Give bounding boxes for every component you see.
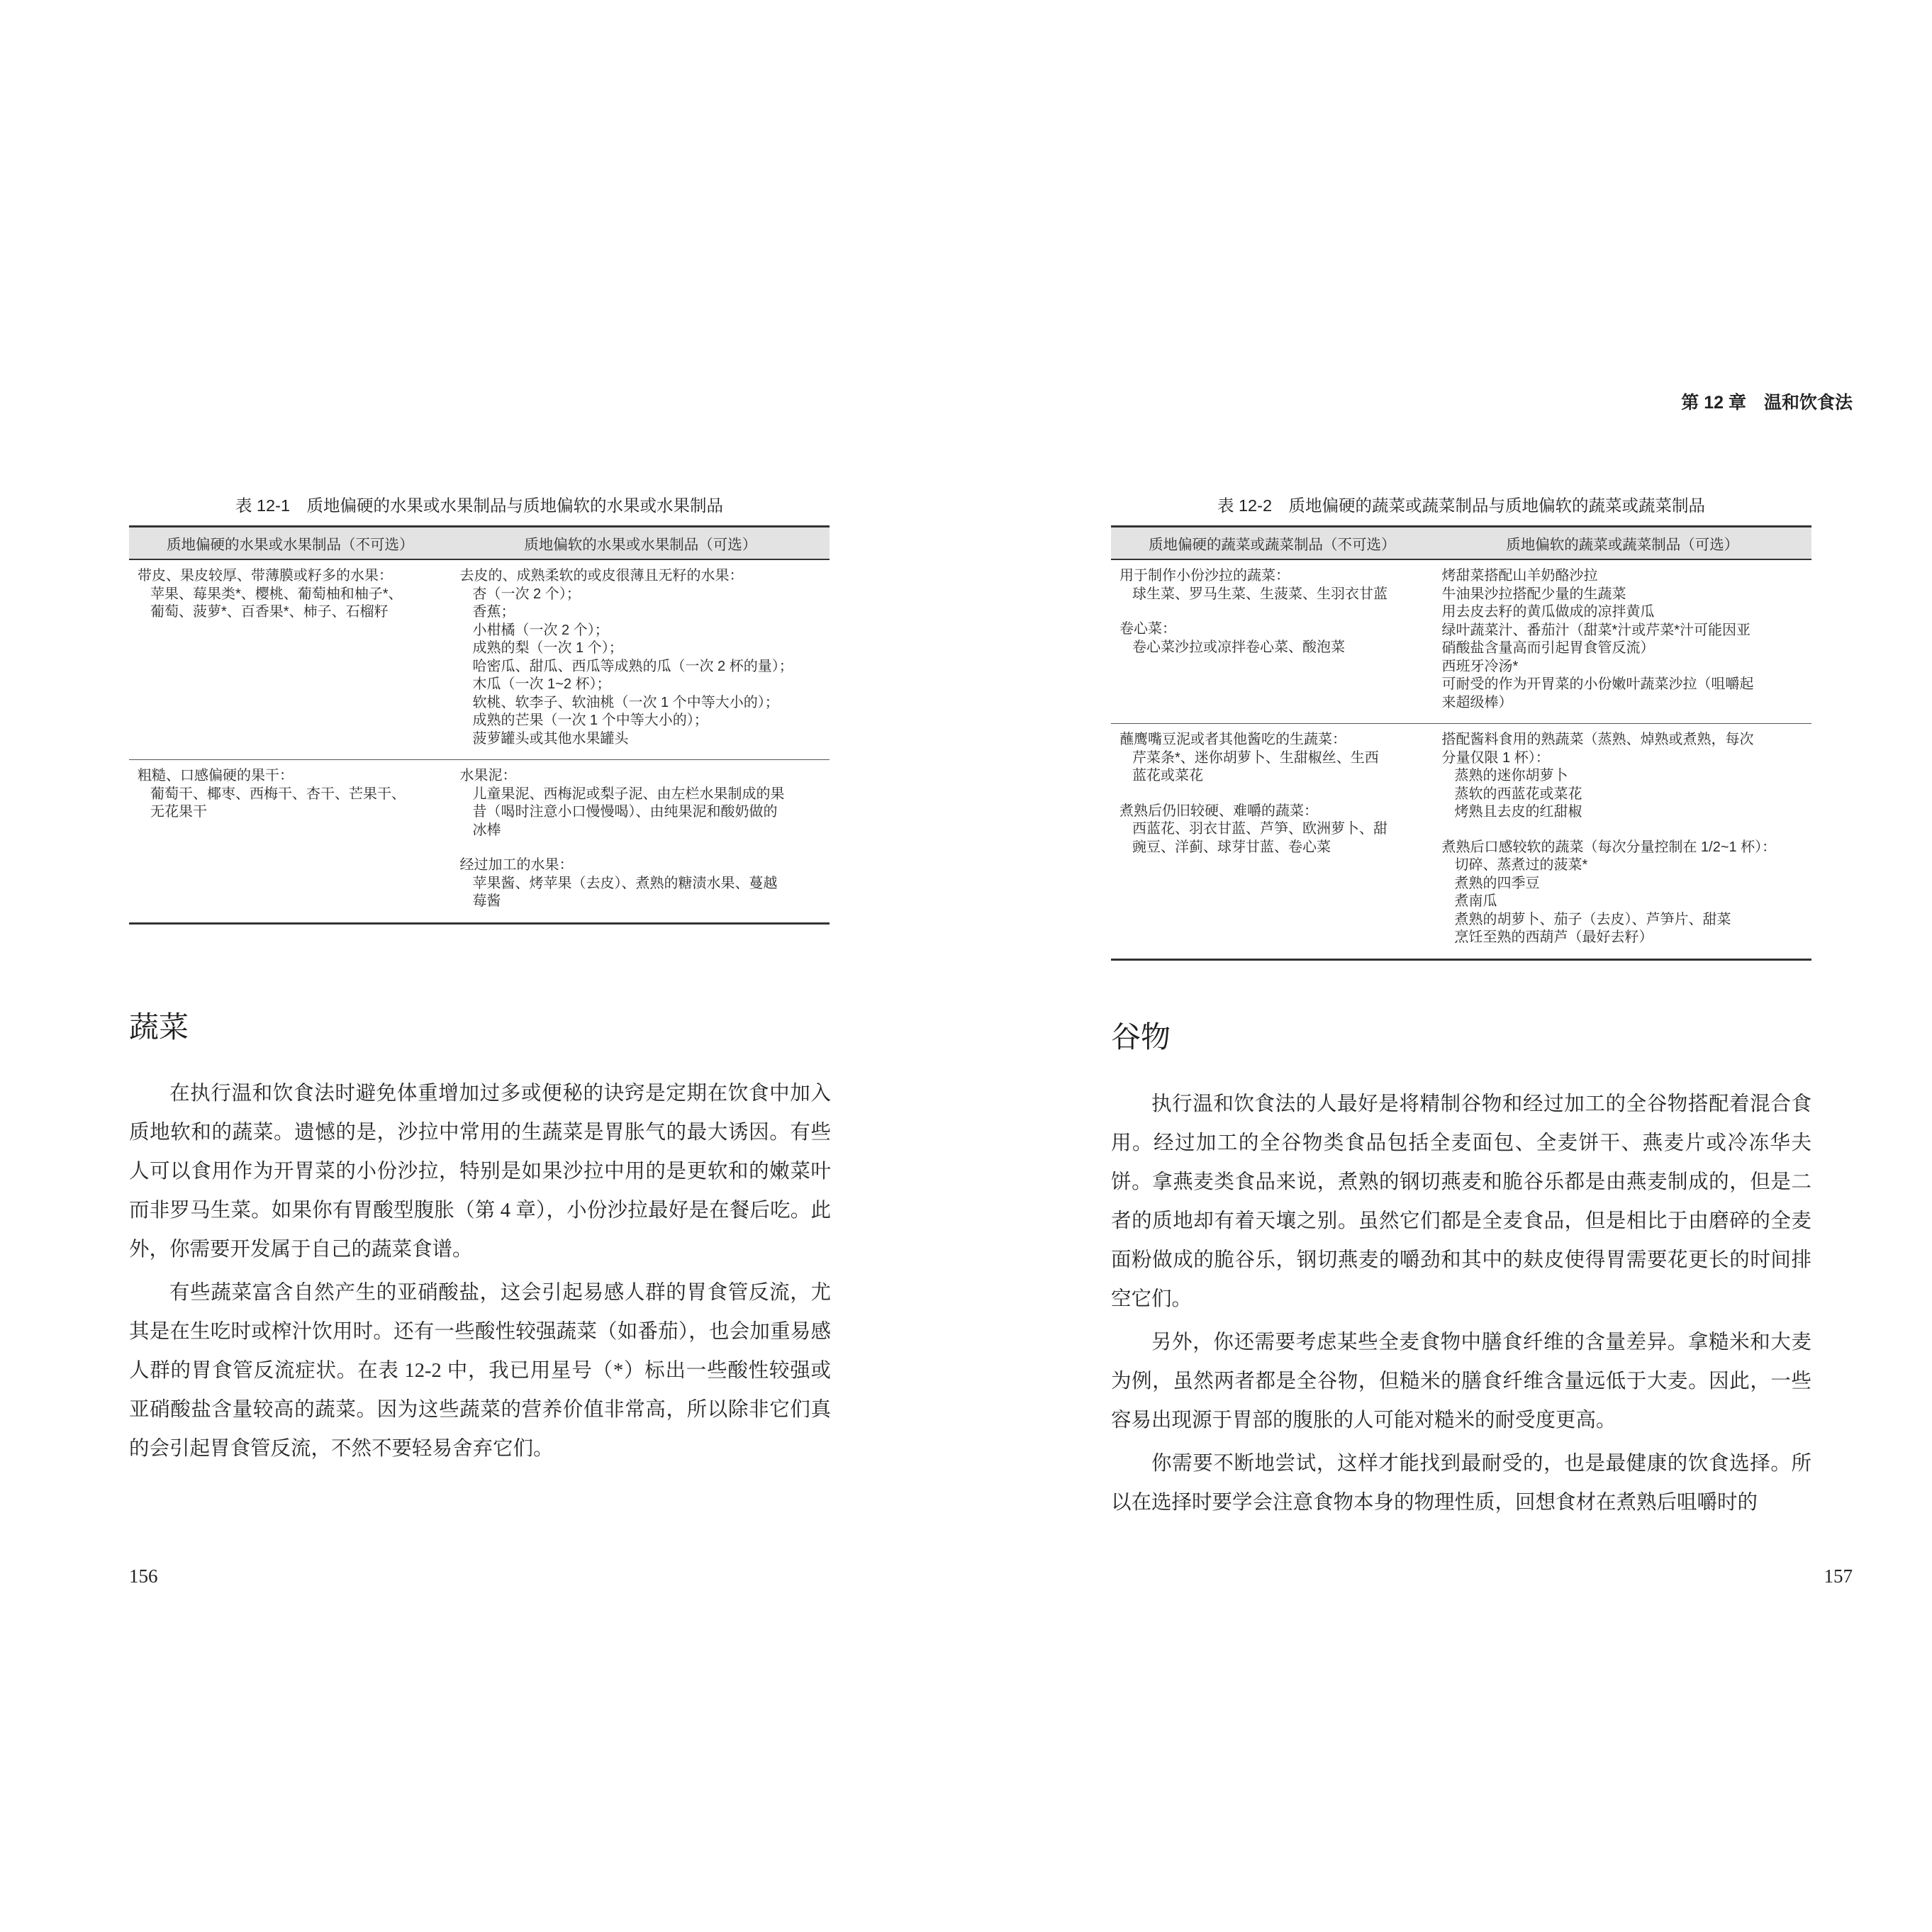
- item-line: 烤熟且去皮的红甜椒: [1454, 804, 1582, 820]
- group-heading: 去皮的、成熟柔软的或皮很薄且无籽的水果：: [459, 568, 744, 583]
- item-line: 蒸软的西蓝花或菜花: [1454, 786, 1582, 802]
- group-gap: [459, 839, 821, 856]
- header-soft-vegetables: 质地偏软的蔬菜或蔬菜制品（可选）: [1433, 527, 1811, 560]
- item-line: 杏（一次 2 个）；: [472, 586, 581, 602]
- group-items: [459, 875, 821, 911]
- item-line: 香蕉；: [472, 604, 515, 620]
- item-line: 苹果、莓果类*、樱桃、葡萄柚和柚子*、: [150, 586, 403, 602]
- item-line: 哈密瓜、甜瓜、西瓜等成熟的瓜（一次 2 杯的量）；: [472, 658, 793, 674]
- group-heading: 带皮、果皮较厚、带薄膜或籽多的水果：: [138, 568, 393, 583]
- table-row: [129, 760, 830, 924]
- item-line: 硝酸盐含量高而引起胃食管反流）: [1441, 640, 1655, 656]
- header-hard-vegetables: 质地偏硬的蔬菜或蔬菜制品（不可选）: [1111, 527, 1433, 560]
- vegetable-texture-table: [1111, 525, 1811, 961]
- group-items: [1119, 749, 1424, 786]
- table-cell-right: [1433, 559, 1811, 724]
- group-heading: 用于制作小份沙拉的蔬菜：: [1119, 568, 1290, 583]
- group-heading: 水果泥：: [459, 768, 517, 783]
- group-heading: 经过加工的水果：: [459, 857, 574, 873]
- item-line: 苹果酱、烤苹果（去皮）、煮熟的糖渍水果、蔓越: [472, 875, 778, 891]
- table-header-row: [1111, 527, 1811, 560]
- item-line: 烤甜菜搭配山羊奶酪沙拉: [1441, 568, 1598, 583]
- table-row: [1111, 559, 1811, 724]
- group-items: [138, 586, 442, 622]
- group-heading: 搭配酱料食用的熟蔬菜（蒸熟、焯熟或煮熟，每次: [1441, 732, 1754, 747]
- item-line: 菠萝罐头或其他水果罐头: [472, 730, 629, 747]
- item-line: 无花果干: [150, 804, 207, 820]
- paragraph: 在执行温和饮食法时避免体重增加过多或便秘的诀窍是定期在饮食中加入质地软和的蔬菜。遗憾的是，沙拉中常用的生蔬菜是胃胀气的最大诱因。有些人可以食用作为开胃菜的小份沙拉，特别是如果沙拉中用的是更软和的嫩菜叶而非罗马生菜。如果你有胃酸型腹胀（第 4 章），小份沙拉最好是在餐后吃。此外，你需要开发属于自己的蔬菜食谱。: [129, 1083, 831, 1261]
- item-line: 昔（喝时注意小口慢慢喝）、由纯果泥和酸奶做的: [472, 804, 778, 820]
- group-items: [1119, 639, 1424, 657]
- group-items: [1441, 767, 1803, 822]
- item-line: 煮熟的胡萝卜、茄子（去皮）、芦笋片、甜菜: [1454, 911, 1731, 927]
- item-line: 软桃、软李子、软油桃（一次 1 个中等大小的）；: [472, 694, 779, 710]
- item-line: 小柑橘（一次 2 个）；: [472, 622, 609, 638]
- group-heading: 卷心菜：: [1119, 621, 1176, 637]
- group-gap: [1119, 786, 1424, 803]
- item-line: 煮熟的四季豆: [1454, 875, 1540, 891]
- body-text: [1111, 1085, 1811, 1526]
- item-line: 切碎、蒸煮过的菠菜*: [1454, 857, 1588, 873]
- group-items: [1119, 820, 1424, 856]
- table-cell-right: [1433, 724, 1811, 960]
- item-line: 儿童果泥、西梅泥或梨子泥、由左栏水果制成的果: [472, 786, 785, 802]
- group-items: [1441, 856, 1803, 947]
- item-line: 绿叶蔬菜汁、番茄汁（甜菜*汁或芹菜*汁可能因亚: [1441, 622, 1751, 638]
- body-text: [129, 1074, 831, 1473]
- table-cell-right: [451, 760, 830, 924]
- table-caption: 表 12-2 质地偏硬的蔬菜或蔬菜制品与质地偏软的蔬菜或蔬菜制品: [1217, 496, 1706, 515]
- item-line: 球生菜、罗马生菜、生菠菜、生羽衣甘蓝: [1132, 586, 1387, 602]
- group-heading: 煮熟后口感较软的蔬菜（每次分量控制在 1/2~1 杯）：: [1441, 839, 1777, 855]
- right-page: [966, 0, 1932, 1932]
- item-line: 成熟的芒果（一次 1 个中等大小的）；: [472, 713, 708, 728]
- table-12-1: [129, 495, 830, 925]
- table-row: [129, 559, 830, 760]
- section-title-vegetables: 蔬菜: [129, 1010, 189, 1044]
- item-line: 西班牙冷汤*: [1441, 658, 1519, 674]
- item-line: 煮南瓜: [1454, 893, 1497, 909]
- table-cell-right: [451, 559, 830, 760]
- item-line: 成熟的梨（一次 1 个）；: [472, 640, 623, 656]
- item-line: 芹菜条*、迷你胡萝卜、生甜椒丝、生西: [1132, 749, 1379, 766]
- paragraph: 执行温和饮食法的人最好是将精制谷物和经过加工的全谷物搭配着混合食用。经过加工的全谷物类食品包括全麦面包、全麦饼干、燕麦片或冷冻华夫饼。拿燕麦类食品来说，煮熟的钢切燕麦和脆谷乐都是由燕麦制成的，但是二者的质地却有着天壤之别。虽然它们都是全麦食品，但是相比于由磨碎的全麦面粉做成的脆谷乐，钢切燕麦的嚼劲和其中的麸皮使得胃需要花更长的时间排空它们。: [1111, 1093, 1811, 1310]
- page-number: 156: [129, 1565, 158, 1587]
- group-items: [459, 786, 821, 840]
- paragraph: 另外，你还需要考虑某些全麦食物中膳食纤维的含量差异。拿糙米和大麦为例，虽然两者都是全谷物，但糙米的膳食纤维含量远低于大麦。因此，一些容易出现源于胃部的腹胀的人可能对糙米的耐受度更高。: [1111, 1331, 1811, 1431]
- item-line: 蒸熟的迷你胡萝卜: [1454, 768, 1568, 783]
- item-line: 莓酱: [472, 893, 501, 909]
- fruit-texture-table: [129, 525, 830, 925]
- item-line: 冰棒: [472, 822, 501, 838]
- item-line: 可耐受的作为开胃菜的小份嫩叶蔬菜沙拉（咀嚼起: [1441, 676, 1754, 692]
- item-line: 蓝花或菜花: [1132, 768, 1203, 783]
- running-head: 第 12 章 温和饮食法: [1681, 393, 1853, 413]
- table-row: [1111, 724, 1811, 960]
- table-cell-left: [129, 559, 451, 760]
- group-heading: 粗糙、口感偏硬的果干：: [138, 768, 294, 783]
- item-line: 烹饪至熟的西葫芦（最好去籽）: [1454, 929, 1653, 945]
- group-items: [1441, 567, 1803, 712]
- paragraph: 你需要不断地尝试，这样才能找到最耐受的，也是最健康的饮食选择。所以在选择时要学会注意食物本身的物理性质，回想食材在煮熟后咀嚼时的: [1111, 1453, 1811, 1514]
- table-header-row: [129, 527, 830, 560]
- table-cell-left: [1111, 559, 1433, 724]
- table-12-2: [1111, 495, 1811, 961]
- item-line: 西蓝花、羽衣甘蓝、芦笋、欧洲萝卜、甜: [1132, 821, 1387, 837]
- table-cell-left: [1111, 724, 1433, 960]
- item-line: 牛油果沙拉搭配少量的生蔬菜: [1441, 586, 1626, 602]
- table-caption: 表 12-1 质地偏硬的水果或水果制品与质地偏软的水果或水果制品: [235, 496, 724, 515]
- group-gap: [1441, 822, 1803, 839]
- group-items: [1119, 586, 1424, 604]
- group-heading: 分量仅限 1 杯）：: [1441, 749, 1550, 766]
- item-line: 卷心菜沙拉或凉拌卷心菜、酸泡菜: [1132, 639, 1345, 655]
- group-items: [138, 786, 442, 822]
- group-items: [459, 586, 821, 749]
- group-gap: [1119, 603, 1424, 620]
- header-hard-fruits: 质地偏硬的水果或水果制品（不可选）: [129, 527, 451, 560]
- item-line: 葡萄、菠萝*、百香果*、柿子、石榴籽: [150, 604, 389, 620]
- item-line: 葡萄干、椰枣、西梅干、杏干、芒果干、: [150, 786, 406, 802]
- page-number: 157: [1824, 1565, 1853, 1587]
- section-title-grains: 谷物: [1111, 1020, 1171, 1054]
- group-heading: 蘸鹰嘴豆泥或者其他酱吃的生蔬菜：: [1119, 732, 1346, 747]
- item-line: 来超级棒）: [1441, 694, 1513, 710]
- item-line: 豌豆、洋蓟、球芽甘蓝、卷心菜: [1132, 839, 1331, 855]
- table-cell-left: [129, 760, 451, 924]
- paragraph: 有些蔬菜富含自然产生的亚硝酸盐，这会引起易感人群的胃食管反流，尤其是在生吃时或榨汁饮用时。还有一些酸性较强蔬菜（如番茄），也会加重易感人群的胃食管反流症状。在表 12-2 中，我已用星号（*）标出一些酸性较强或亚硝酸盐含量较高的蔬菜。因为这些蔬菜的营养价值非常高，所以除非它们真的会引起胃食管反流，不然不要轻易舍弃它们。: [129, 1282, 831, 1460]
- item-line: 用去皮去籽的黄瓜做成的凉拌黄瓜: [1441, 604, 1655, 620]
- group-heading: 煮熟后仍旧较硬、难嚼的蔬菜：: [1119, 803, 1318, 819]
- header-soft-fruits: 质地偏软的水果或水果制品（可选）: [451, 527, 830, 560]
- item-line: 木瓜（一次 1~2 杯）；: [472, 676, 611, 692]
